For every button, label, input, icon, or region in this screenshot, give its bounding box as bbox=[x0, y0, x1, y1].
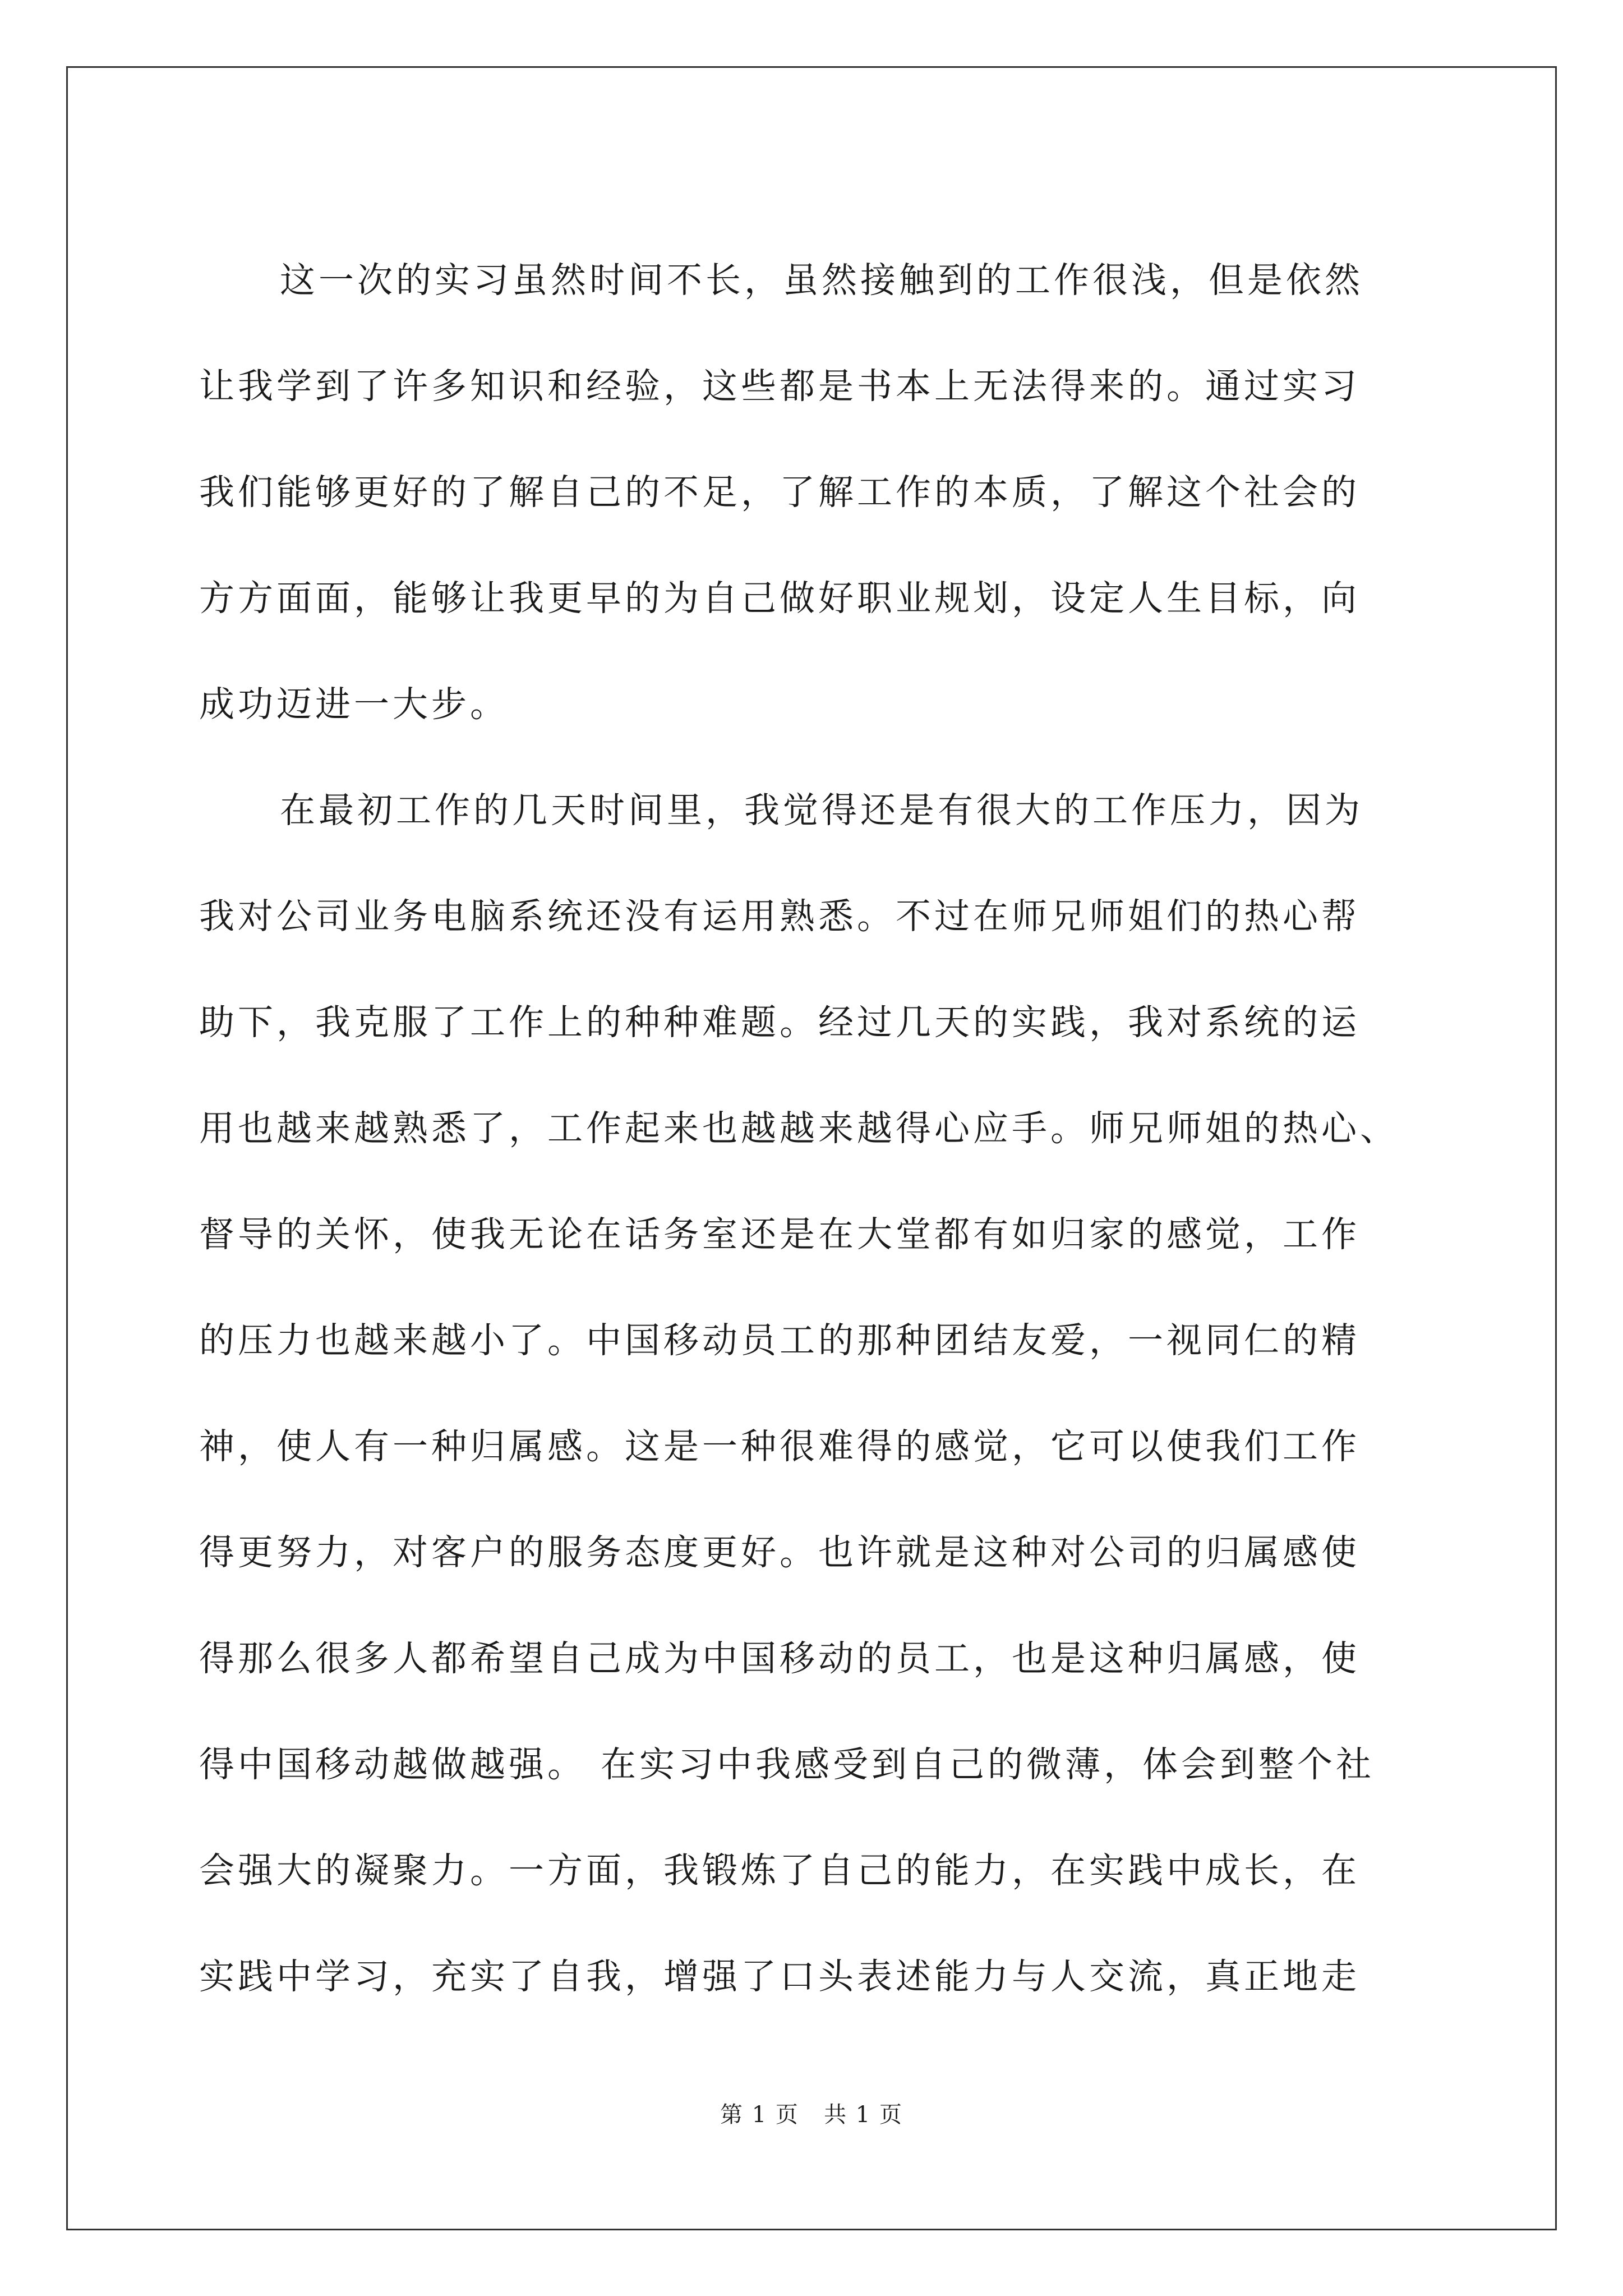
text-line: 成功迈进一大步。 bbox=[199, 684, 509, 725]
page-footer bbox=[0, 2097, 1623, 2129]
text-line: 我们能够更好的了解自己的不足，了解工作的本质，了解这个社会的 bbox=[199, 472, 1360, 513]
text-line: 的压力也越来越小了。中国移动员工的那种团结友爱，一视同仁的精 bbox=[199, 1320, 1360, 1361]
text-line: 督导的关怀，使我无论在话务室还是在大堂都有如归家的感觉，工作 bbox=[199, 1214, 1360, 1255]
text-line: 方方面面，能够让我更早的为自己做好职业规划，设定人生目标，向 bbox=[199, 578, 1360, 619]
text-line: 神，使人有一种归属感。这是一种很难得的感觉，它可以使我们工作 bbox=[199, 1426, 1360, 1467]
text-line: 会强大的凝聚力。一方面，我锻炼了自己的能力，在实践中成长，在 bbox=[199, 1850, 1360, 1891]
document-body bbox=[199, 227, 1430, 2030]
paragraph-2 bbox=[199, 757, 1430, 2030]
page-total: 共 1 页 bbox=[824, 2102, 903, 2128]
text-line: 得更努力，对客户的服务态度更好。也许就是这种对公司的归属感使 bbox=[199, 1532, 1360, 1573]
paragraph-1 bbox=[199, 227, 1430, 757]
text-line: 我对公司业务电脑系统还没有运用熟悉。不过在师兄师姐们的热心帮 bbox=[199, 896, 1360, 937]
text-line: 得那么很多人都希望自己成为中国移动的员工，也是这种归属感，使 bbox=[199, 1638, 1360, 1679]
text-line: 实践中学习，充实了自我，增强了口头表述能力与人交流，真正地走 bbox=[199, 1956, 1360, 1997]
text-line: 助下，我克服了工作上的种种难题。经过几天的实践，我对系统的运 bbox=[199, 1002, 1360, 1043]
text-line: 得中国移动越做越强。 在实习中我感受到自己的微薄，体会到整个社 bbox=[199, 1744, 1375, 1785]
text-line: 在最初工作的几天时间里，我觉得还是有很大的工作压力，因为 bbox=[280, 790, 1363, 831]
text-line: 这一次的实习虽然时间不长，虽然接触到的工作很浅，但是依然 bbox=[280, 260, 1363, 301]
text-line: 让我学到了许多知识和经验，这些都是书本上无法得来的。通过实习 bbox=[199, 366, 1360, 407]
text-line: 用也越来越熟悉了，工作起来也越越来越得心应手。师兄师姐的热心、 bbox=[199, 1108, 1399, 1149]
page-number: 第 1 页 bbox=[720, 2102, 799, 2128]
